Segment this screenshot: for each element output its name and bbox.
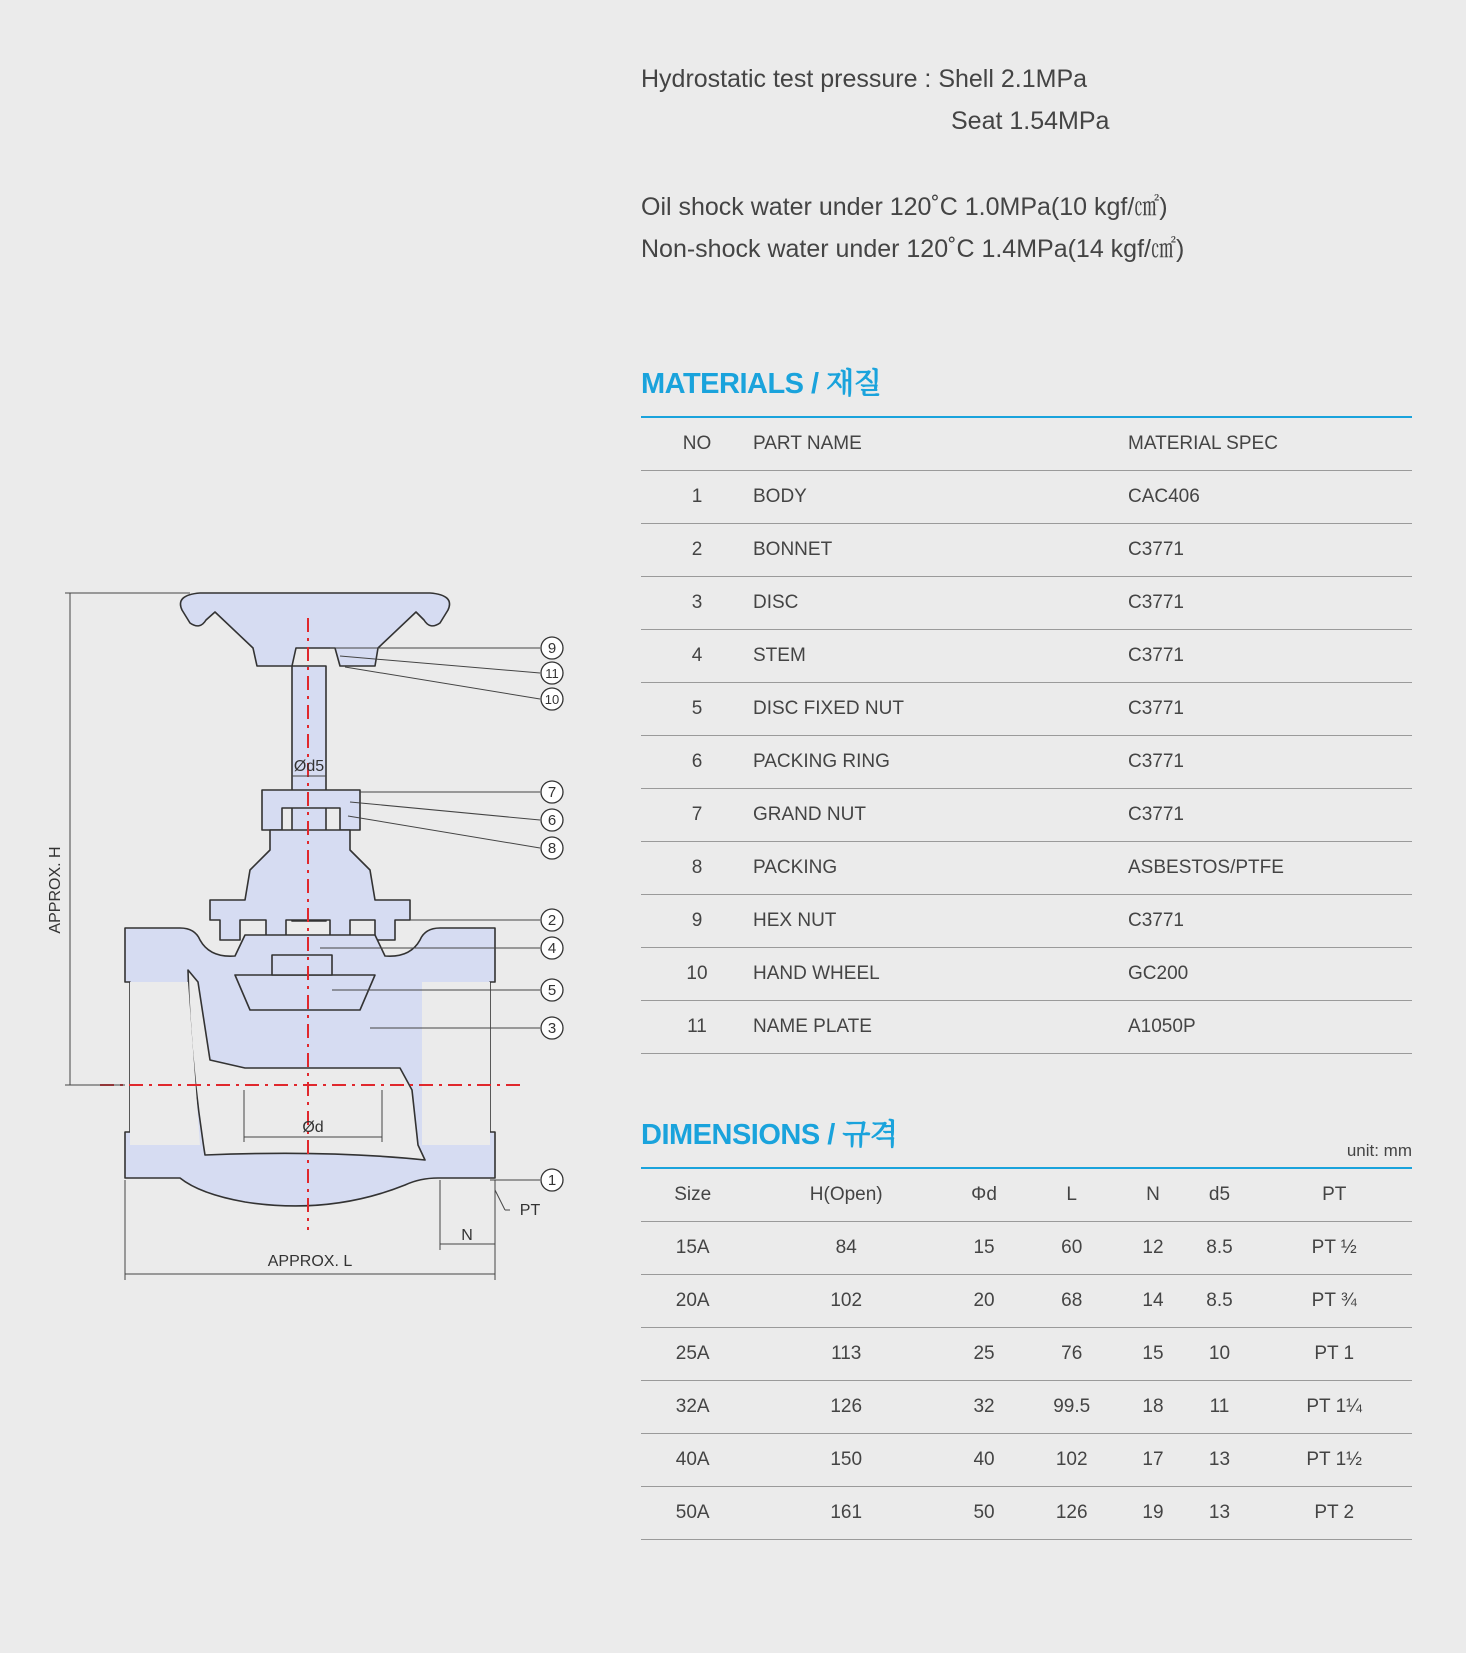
materials-cell-spec: CAC406 [1128, 471, 1412, 524]
materials-cell-part: HEX NUT [753, 895, 1128, 948]
callout-number: 11 [545, 666, 559, 681]
dimensions-heading [641, 1117, 1412, 1169]
d-label: Ød [302, 1119, 324, 1136]
dimensions-cell: 8.5 [1183, 1275, 1257, 1328]
materials-heading [641, 366, 1412, 418]
dimensions-table [641, 1169, 1412, 1540]
dimensions-header-cell: PT [1256, 1169, 1412, 1222]
dimensions-row [641, 1434, 1412, 1487]
materials-row [641, 895, 1412, 948]
dimensions-title: DIMENSIONS / 규격 [641, 1119, 898, 1151]
valve-diagram [30, 590, 590, 1310]
callout-number: 4 [547, 940, 557, 957]
materials-cell-no: 4 [641, 630, 753, 683]
dimensions-cell: 50A [641, 1487, 744, 1540]
dimensions-header-row [641, 1169, 1412, 1222]
dimensions-row [641, 1328, 1412, 1381]
dimensions-header-cell: Size [641, 1169, 744, 1222]
dimensions-cell: 8.5 [1183, 1222, 1257, 1275]
dimensions-cell: PT ¾ [1256, 1275, 1412, 1328]
materials-row [641, 683, 1412, 736]
materials-title: MATERIALS / 재질 [641, 368, 882, 400]
approx-h-label: APPROX. H [47, 846, 64, 934]
materials-cell-no: 9 [641, 895, 753, 948]
dimensions-cell: PT 1¼ [1256, 1381, 1412, 1434]
body-port-right [422, 982, 490, 1145]
dimensions-cell: PT 2 [1256, 1487, 1412, 1540]
materials-cell-no: 2 [641, 524, 753, 577]
materials-cell-spec: C3771 [1128, 577, 1412, 630]
materials-cell-spec: C3771 [1128, 683, 1412, 736]
materials-cell-spec: C3771 [1128, 895, 1412, 948]
callout-number: 6 [547, 812, 557, 829]
materials-header-row [641, 418, 1412, 471]
materials-cell-no: 10 [641, 948, 753, 1001]
materials-row [641, 577, 1412, 630]
materials-row [641, 842, 1412, 895]
dimensions-header-cell: L [1020, 1169, 1123, 1222]
callout-number: 5 [547, 982, 557, 999]
dimensions-cell: 150 [744, 1434, 948, 1487]
disc-nut-shape [272, 955, 332, 975]
dimensions-cell: 40 [948, 1434, 1020, 1487]
materials-cell-spec: C3771 [1128, 524, 1412, 577]
pt-label: PT [519, 1202, 541, 1219]
materials-cell-part: NAME PLATE [753, 1001, 1128, 1054]
materials-cell-part: PACKING RING [753, 736, 1128, 789]
materials-row [641, 630, 1412, 683]
dimensions-cell: 32 [948, 1381, 1020, 1434]
dimensions-cell: 102 [1020, 1434, 1123, 1487]
spec-block [641, 58, 1361, 270]
materials-cell-no: 7 [641, 789, 753, 842]
dimensions-cell: 126 [1020, 1487, 1123, 1540]
bonnet-shape [210, 830, 410, 940]
dimensions-row [641, 1381, 1412, 1434]
dimensions-cell: 99.5 [1020, 1381, 1123, 1434]
materials-table [641, 418, 1412, 1054]
dimensions-cell: 126 [744, 1381, 948, 1434]
dimensions-cell: 13 [1183, 1487, 1257, 1540]
dimensions-unit: unit: mm [1346, 1141, 1412, 1160]
dimensions-cell: 50 [948, 1487, 1020, 1540]
dimensions-cell: 14 [1123, 1275, 1182, 1328]
dimensions-cell: 15 [948, 1222, 1020, 1275]
body-port-left [130, 982, 200, 1145]
materials-cell-no: 11 [641, 1001, 753, 1054]
n-label: N [461, 1227, 473, 1244]
materials-cell-spec: A1050P [1128, 1001, 1412, 1054]
dimensions-cell: PT 1½ [1256, 1434, 1412, 1487]
materials-cell-no: 5 [641, 683, 753, 736]
dimensions-cell: 20 [948, 1275, 1020, 1328]
dimensions-cell: 11 [1183, 1381, 1257, 1434]
dimensions-header-cell: d5 [1183, 1169, 1257, 1222]
dimensions-cell: 68 [1020, 1275, 1123, 1328]
materials-cell-part: STEM [753, 630, 1128, 683]
materials-cell-part: DISC [753, 577, 1128, 630]
spec-line-seat: Seat 1.54MPa [951, 107, 1110, 135]
materials-row [641, 471, 1412, 524]
materials-cell-no: 3 [641, 577, 753, 630]
dimensions-row [641, 1222, 1412, 1275]
materials-cell-part: HAND WHEEL [753, 948, 1128, 1001]
callout-number: 9 [547, 640, 557, 657]
dimensions-cell: 18 [1123, 1381, 1182, 1434]
dimensions-cell: 13 [1183, 1434, 1257, 1487]
materials-cell-part: GRAND NUT [753, 789, 1128, 842]
dimensions-cell: 113 [744, 1328, 948, 1381]
dimensions-cell: 161 [744, 1487, 948, 1540]
materials-cell-part: PACKING [753, 842, 1128, 895]
disc-shape [235, 975, 375, 1010]
materials-row [641, 948, 1412, 1001]
dimensions-cell: 12 [1123, 1222, 1182, 1275]
materials-header-no: NO [641, 418, 753, 471]
materials-cell-no: 6 [641, 736, 753, 789]
dimensions-cell: 25 [948, 1328, 1020, 1381]
callout-number: 1 [547, 1172, 557, 1189]
callout-number: 3 [547, 1020, 557, 1037]
spec-line-non-shock: Non-shock water under 120˚C 1.4MPa(14 kgf/㎠) [641, 235, 1185, 263]
materials-cell-spec: GC200 [1128, 948, 1412, 1001]
materials-cell-part: BODY [753, 471, 1128, 524]
dimensions-cell: PT ½ [1256, 1222, 1412, 1275]
materials-cell-part: DISC FIXED NUT [753, 683, 1128, 736]
dimensions-row [641, 1275, 1412, 1328]
materials-cell-spec: C3771 [1128, 630, 1412, 683]
callout-number: 7 [547, 784, 557, 801]
callout-number: 8 [547, 840, 557, 857]
dimensions-cell: 32A [641, 1381, 744, 1434]
materials-cell-part: BONNET [753, 524, 1128, 577]
dimensions-cell: 10 [1183, 1328, 1257, 1381]
materials-row [641, 736, 1412, 789]
dimensions-cell: PT 1 [1256, 1328, 1412, 1381]
dimensions-cell: 76 [1020, 1328, 1123, 1381]
approx-l-label: APPROX. L [267, 1253, 353, 1270]
dimensions-cell: 40A [641, 1434, 744, 1487]
dimensions-cell: 20A [641, 1275, 744, 1328]
dimensions-header-cell: H(Open) [744, 1169, 948, 1222]
handwheel-shape [180, 593, 449, 666]
dimensions-cell: 102 [744, 1275, 948, 1328]
dimensions-cell: 84 [744, 1222, 948, 1275]
dimensions-cell: 17 [1123, 1434, 1182, 1487]
dimensions-cell: 19 [1123, 1487, 1182, 1540]
dimensions-header-cell: Φd [948, 1169, 1020, 1222]
dimensions-cell: 15A [641, 1222, 744, 1275]
dimensions-header-cell: N [1123, 1169, 1182, 1222]
materials-row [641, 524, 1412, 577]
dimensions-cell: 25A [641, 1328, 744, 1381]
materials-cell-spec: ASBESTOS/PTFE [1128, 842, 1412, 895]
materials-header-part: PART NAME [753, 418, 1128, 471]
d5-label: Ød5 [293, 758, 325, 775]
callout-number: 10 [544, 692, 560, 707]
materials-cell-spec: C3771 [1128, 736, 1412, 789]
materials-cell-spec: C3771 [1128, 789, 1412, 842]
spec-line-oil-shock: Oil shock water under 120˚C 1.0MPa(10 kgf/㎠) [641, 193, 1168, 221]
dimensions-cell: 15 [1123, 1328, 1182, 1381]
materials-row [641, 1001, 1412, 1054]
materials-cell-no: 1 [641, 471, 753, 524]
materials-cell-no: 8 [641, 842, 753, 895]
materials-header-spec: MATERIAL SPEC [1128, 418, 1412, 471]
callout-number: 2 [547, 912, 557, 929]
spec-line-shell: Hydrostatic test pressure : Shell 2.1MPa [641, 65, 1088, 93]
dimensions-row [641, 1487, 1412, 1540]
dimensions-cell: 60 [1020, 1222, 1123, 1275]
materials-row [641, 789, 1412, 842]
